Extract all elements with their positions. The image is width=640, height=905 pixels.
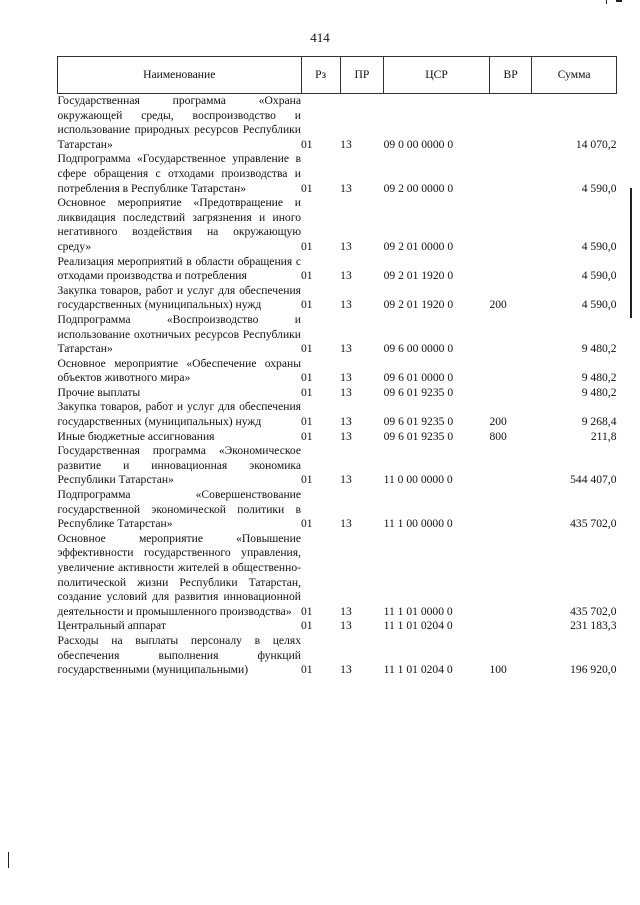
- cell-name: Прочие выплаты: [57, 385, 141, 399]
- cell-name: Закупка товаров, работ и услуг для обеспечения государственных (муниципальных) нужд: [57, 283, 301, 312]
- table-row: [58, 634, 617, 678]
- cell-sum: 9 480,2: [581, 385, 617, 399]
- cell-sum: 231 183,3: [570, 619, 617, 633]
- cell-pr: 13: [340, 269, 352, 283]
- cell-vr: [489, 196, 531, 254]
- header-vr: ВР: [489, 57, 531, 94]
- cell-rz: 01: [301, 269, 313, 283]
- cell-csr: 09 0 00 0000 0: [383, 137, 454, 151]
- cell-csr: 11 1 00 0000 0: [383, 517, 453, 531]
- cell-csr: 09 6 01 9235 0: [383, 429, 454, 443]
- table-row: [58, 284, 617, 313]
- cell-vr: 200: [489, 298, 507, 312]
- cell-sum: 9 480,2: [581, 371, 617, 385]
- cell-vr: 800: [489, 429, 507, 443]
- cell-csr: 11 1 01 0204 0: [383, 663, 453, 677]
- table-row: [58, 619, 617, 634]
- scan-corner-mark: [616, 0, 622, 2]
- cell-name: Закупка товаров, работ и услуг для обеспечения государственных (муниципальных) нужд: [57, 400, 301, 429]
- cell-name: Расходы на выплаты персоналу в целях обеспечения выполнения функций государственными (муниципальными): [57, 633, 301, 677]
- cell-pr: 13: [340, 298, 352, 312]
- table-row: [58, 400, 617, 429]
- scan-edge-mark: [630, 188, 632, 318]
- cell-pr: 13: [340, 619, 352, 633]
- cell-rz: 01: [301, 371, 313, 385]
- cell-pr: 13: [340, 415, 352, 429]
- table-row: [58, 430, 617, 445]
- cell-sum: 4 590,0: [581, 298, 617, 312]
- cell-csr: 09 2 01 1920 0: [383, 269, 454, 283]
- cell-csr: 11 1 01 0000 0: [383, 604, 453, 618]
- cell-pr: 13: [340, 181, 352, 195]
- cell-vr: [489, 94, 531, 153]
- cell-rz: 01: [301, 385, 313, 399]
- table-row: [58, 196, 617, 254]
- cell-pr: 13: [340, 473, 352, 487]
- cell-name: Центральный аппарат: [57, 619, 166, 633]
- cell-vr: [489, 152, 531, 196]
- cell-rz: 01: [301, 342, 313, 356]
- cell-vr: [489, 619, 531, 634]
- page-number: 414: [310, 30, 330, 45]
- cell-csr: 09 6 01 9235 0: [383, 385, 454, 399]
- cell-name: Основное мероприятие «Предотвращение и ликвидация последствий загрязнения и иного негативного воздействия на окружающую среду»: [57, 196, 301, 253]
- header-csr: ЦСР: [384, 57, 490, 94]
- cell-pr: 13: [340, 517, 352, 531]
- cell-name: Государственная программа «Экономическое развитие и инновационная экономика Республики Татарстан»: [57, 444, 301, 487]
- cell-name: Иные бюджетные ассигнования: [57, 429, 215, 443]
- cell-rz: 01: [301, 473, 313, 487]
- table-row: [58, 532, 617, 620]
- table-row: [58, 357, 617, 386]
- cell-name: Подпрограмма «Совершенствование государственной экономической политики в Республике Татарстан»: [57, 488, 301, 531]
- cell-pr: 13: [340, 385, 352, 399]
- cell-vr: [489, 532, 531, 620]
- cell-pr: 13: [340, 342, 352, 356]
- cell-pr: 13: [340, 429, 352, 443]
- cell-sum: 211,8: [590, 429, 617, 443]
- cell-sum: 14 070,2: [575, 137, 617, 151]
- cell-sum: 4 590,0: [581, 239, 617, 253]
- cell-vr: [489, 255, 531, 284]
- cell-rz: 01: [301, 604, 313, 618]
- cell-pr: 13: [340, 371, 352, 385]
- cell-sum: 4 590,0: [581, 181, 617, 195]
- cell-vr: [489, 386, 531, 401]
- cell-name: Основное мероприятие «Обеспечение охраны объектов животного мира»: [57, 356, 301, 385]
- cell-csr: 09 6 01 0000 0: [383, 371, 454, 385]
- cell-rz: 01: [301, 517, 313, 531]
- cell-name: Основное мероприятие «Повышение эффективности государственного управления, увеличение активности жителей в общественно-политической жизни Республики Татарстан, создание условий для развития инновационной деятельности и промышленного производства»: [57, 531, 301, 618]
- cell-rz: 01: [301, 239, 313, 253]
- cell-vr: [489, 357, 531, 386]
- cell-sum: 4 590,0: [581, 269, 617, 283]
- cell-csr: 11 1 01 0204 0: [383, 619, 453, 633]
- cell-pr: 13: [340, 239, 352, 253]
- table-row: [58, 488, 617, 532]
- cell-pr: 13: [340, 604, 352, 618]
- header-rz: Рз: [301, 57, 340, 94]
- cell-csr: 09 6 00 0000 0: [383, 342, 454, 356]
- cell-sum: 196 920,0: [570, 663, 617, 677]
- cell-vr: [489, 444, 531, 488]
- cell-name: Подпрограмма «Воспроизводство и использование охотничьих ресурсов Республики Татарстан»: [57, 312, 301, 356]
- cell-csr: 09 2 01 1920 0: [383, 298, 454, 312]
- table-row: [58, 152, 617, 196]
- table-row: [58, 444, 617, 488]
- table-header-row: [58, 57, 617, 94]
- cell-csr: 09 6 01 9235 0: [383, 415, 454, 429]
- cell-vr: 100: [489, 663, 507, 677]
- cell-rz: 01: [301, 663, 313, 677]
- cell-name: Государственная программа «Охрана окружающей среды, воспроизводство и использование природных ресурсов Республики Татарстан»: [57, 94, 301, 151]
- cell-pr: 13: [340, 663, 352, 677]
- cell-sum: 435 702,0: [570, 604, 617, 618]
- cell-rz: 01: [301, 619, 313, 633]
- cell-pr: 13: [340, 137, 352, 151]
- cell-rz: 01: [301, 298, 313, 312]
- cell-sum: 435 702,0: [570, 517, 617, 531]
- cell-csr: 11 0 00 0000 0: [383, 473, 453, 487]
- table-row: [58, 94, 617, 153]
- table-row: [58, 255, 617, 284]
- cell-vr: [489, 488, 531, 532]
- budget-table: [57, 56, 617, 678]
- cell-rz: 01: [301, 429, 313, 443]
- cell-rz: 01: [301, 137, 313, 151]
- table-row: [58, 386, 617, 401]
- cell-csr: 09 2 01 0000 0: [383, 239, 454, 253]
- cell-vr: 200: [489, 415, 507, 429]
- cell-vr: [489, 313, 531, 357]
- table-body: [58, 94, 617, 678]
- header-pr: ПР: [340, 57, 383, 94]
- cell-sum: 544 407,0: [570, 473, 617, 487]
- cell-name: Реализация мероприятий в области обращения с отходами производства и потребления: [57, 254, 301, 283]
- header-sum: Сумма: [532, 57, 617, 94]
- cell-name: Подпрограмма «Государственное управление в сфере обращения с отходами производства и потребления в Республике Татарстан»: [57, 152, 301, 195]
- cell-rz: 01: [301, 181, 313, 195]
- cell-sum: 9 480,2: [581, 342, 617, 356]
- scan-tick-mark: [606, 0, 607, 4]
- table-row: [58, 313, 617, 357]
- cell-sum: 9 268,4: [581, 415, 617, 429]
- scan-margin-mark: [8, 852, 9, 868]
- cell-csr: 09 2 00 0000 0: [383, 181, 454, 195]
- cell-rz: 01: [301, 415, 313, 429]
- header-name: Наименование: [58, 57, 302, 94]
